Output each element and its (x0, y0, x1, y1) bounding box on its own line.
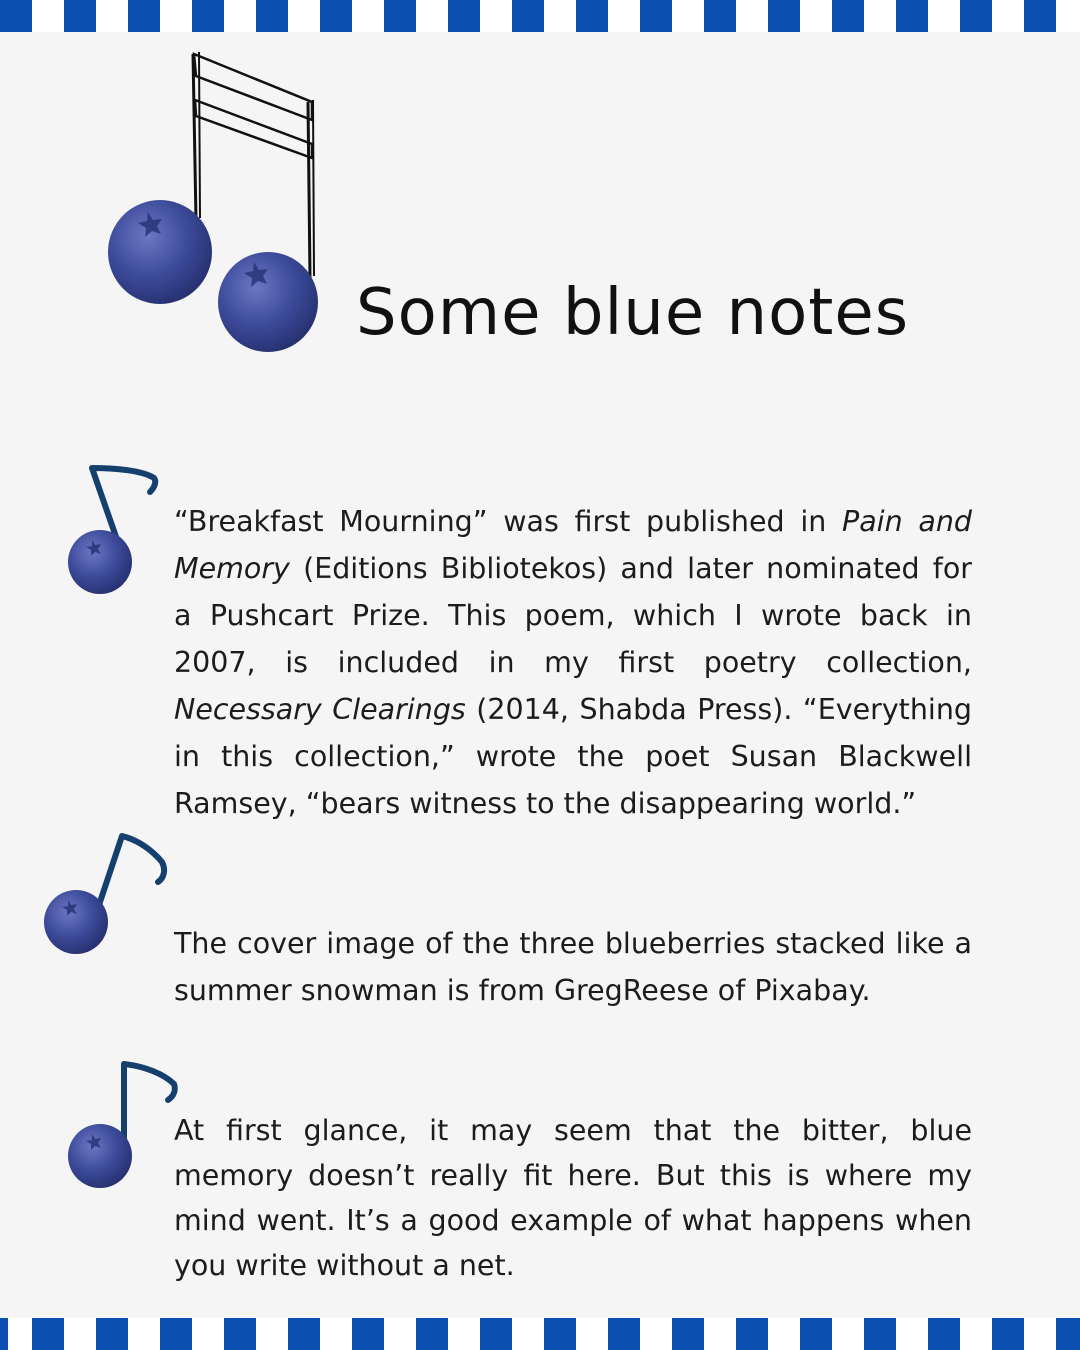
blueberry-note-icon (64, 1052, 184, 1192)
page-title: Some blue notes (356, 276, 910, 350)
top-striped-border (0, 0, 1080, 32)
paragraph-cover-credit (174, 920, 972, 1014)
text-segment: The cover image of the three blueberries stacked like a summer snowman is from GregReese of Pixabay. (174, 927, 972, 1007)
text-segment: At first glance, it may seem that the bitter, blue memory doesn’t really fit here. But this is where my mind went. It’s a good example of what happens when you write without a net. (174, 1114, 972, 1282)
paragraph-reflection (174, 1108, 972, 1288)
blueberry-note-icon (62, 460, 162, 596)
text-segment: “Breakfast Mourning” was first published in (174, 505, 843, 538)
text-segment: (2014, Shabda Press). “Everything in this collection,” wrote the poet Susan Blackwell Ramsey, “bears witness to the disappearing world.” (174, 693, 972, 820)
double-note-blueberry-icon (100, 40, 340, 360)
book-title-necessary-clearings: Necessary Clearings (174, 693, 466, 726)
blueberry-note-icon (40, 826, 172, 956)
paragraph-publication-note (174, 498, 972, 827)
bottom-striped-border (0, 1318, 1080, 1350)
text-segment: (Editions Bibliotekos) and later nominated for a Pushcart Prize. This poem, which I wrote back in 2007, is included in my first poetry collection, (174, 552, 972, 679)
book-title-pain-and-memory: Pain and Memory (174, 505, 973, 585)
